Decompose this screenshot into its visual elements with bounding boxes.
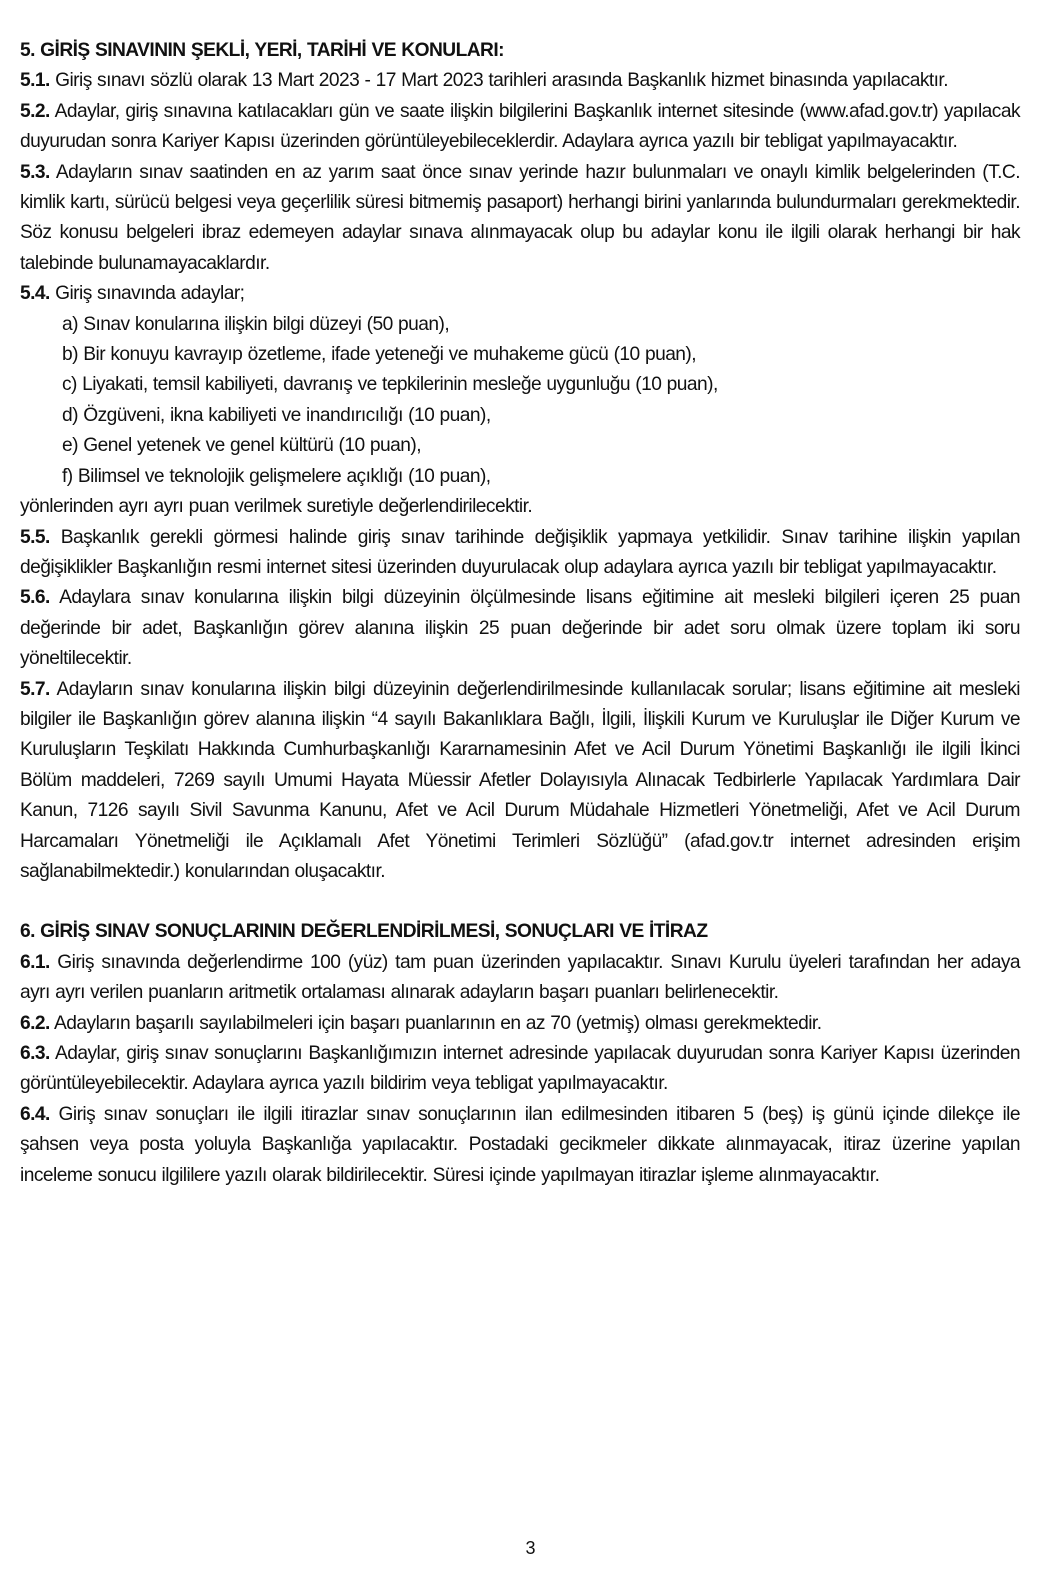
paragraph-6-2 [20,1009,1020,1039]
paragraph-text: Giriş sınavında değerlendirme 100 (yüz) tam puan üzerinden yapılacaktır. Sınavı Kurulu üyeleri tarafından her adaya ayrı ayrı verilen puanların aritmetik ortalaması alınarak adayların başarı puanları belirlenecektir. [20,951,1020,1004]
paragraph-5-6 [20,583,1020,674]
paragraph-5-3 [20,158,1020,280]
paragraph-text: Giriş sınavında adaylar; [49,283,245,305]
paragraph-number: 5.1. [20,70,50,92]
paragraph-text: Giriş sınav sonuçları ile ilgili itirazlar sınav sonuçlarının ilan edilmesinden itibaren 5 (beş) iş günü içinde dilekçe ile şahsen veya posta yoluyla Başkanlığa yapılacaktır. Postadaki gecikmeler dikkate alınmayacak, itiraz üzerine yapılan inceleme sonucu ilgililere yazılı olarak bildirilecektir. Süresi içinde yapılmayan itirazlar işleme alınmayacaktır. [20,1103,1020,1186]
criteria-item: a) Sınav konularına ilişkin bilgi düzeyi (50 puan), [62,313,450,335]
section-6-heading: 6. GİRİŞ SINAV SONUÇLARININ DEĞERLENDİRİLMESİ, SONUÇLARI VE İTİRAZ [20,921,708,943]
criteria-item: e) Genel yetenek ve genel kültürü (10 puan), [62,435,422,457]
paragraph-text: Adayların sınav saatinden en az yarım saat önce sınav yerinde hazır bulunmaları ve onaylı kimlik belgelerinden (T.C. kimlik kartı, sürücü belgesi veya geçerlilik süresi bitmemiş pasaport) herhangi birini yanlarında bulundurmaları gerekmektedir. Söz konusu belgeleri ibraz edemeyen adaylar sınava alınmayacak olup bu adaylar konu ile ilgili olarak herhangi bir hak talebinde bulunamayacaklardır. [20,161,1020,274]
paragraph-6-4 [20,1100,1020,1191]
paragraph-6-3 [20,1039,1020,1100]
paragraph-5-2 [20,97,1020,158]
paragraph-5-4 [20,279,1020,309]
criteria-item: c) Liyakati, temsil kabiliyeti, davranış ve tepkilerinin mesleğe uygunluğu (10 puan), [62,374,718,396]
paragraph-number: 5.4. [20,283,50,305]
paragraph-number: 5.6. [20,587,50,609]
paragraph-text: Giriş sınavı sözlü olarak 13 Mart 2023 - 17 Mart 2023 tarihleri arasında Başkanlık hizmet binasında yapılacaktır. [49,70,948,92]
section-5-heading: 5. GİRİŞ SINAVININ ŞEKLİ, YERİ, TARİHİ VE KONULARI: [20,40,504,61]
criteria-item: b) Bir konuyu kavrayıp özetleme, ifade yeteneği ve muhakeme gücü (10 puan), [62,344,697,366]
paragraph-number: 6.1. [20,951,50,973]
section-spacer [20,887,1020,917]
paragraph-number: 5.5. [20,526,50,548]
paragraph-number: 5.2. [20,100,50,122]
paragraph-text: Adaylar, giriş sınavına katılacakları gün ve saate ilişkin bilgilerini Başkanlık internet sitesinde (www.afad.gov.tr) yapılacak duyurudan sonra Kariyer Kapısı üzerinden görüntüleyebileceklerdir. Adaylara ayrıca yazılı bir tebligat yapılmayacaktır. [20,100,1020,153]
criteria-item: d) Özgüveni, ikna kabiliyeti ve inandırıcılığı (10 puan), [62,404,491,426]
criteria-closing: yönlerinden ayrı ayrı puan verilmek suretiyle değerlendirilecektir. [20,496,533,518]
criteria-list [20,310,1020,492]
paragraph-text: Adaylara sınav konularına ilişkin bilgi düzeyinin ölçülmesinde lisans eğitimine ait mesleki bilgileri içeren 25 puan değerinde bir adet, Başkanlığın görev alanına ilişkin 25 puan değerinde bir adet soru olmak üzere toplam iki soru yöneltilecektir. [20,587,1020,670]
paragraph-number: 6.2. [20,1012,50,1034]
paragraph-number: 6.3. [20,1043,50,1064]
paragraph-6-1 [20,948,1020,1009]
document-page [20,36,1020,1191]
paragraph-number: 5.7. [20,678,50,700]
paragraph-number: 5.3. [20,161,50,183]
paragraph-text: Adayların başarılı sayılabilmeleri için başarı puanlarının en az 70 (yetmiş) olması gerekmektedir. [49,1012,822,1034]
page-number: 3 [525,1538,536,1558]
paragraph-5-7 [20,675,1020,888]
paragraph-5-1 [20,66,1020,96]
paragraph-number: 6.4. [20,1103,50,1125]
paragraph-text: Başkanlık gerekli görmesi halinde giriş sınav tarihinde değişiklik yapmaya yetkilidir. Sınav tarihine ilişkin yapılan değişiklikler Başkanlığın resmi internet sitesi üzerinden duyurulacak olup adaylara ayrıca yazılı bir tebligat yapılmayacaktır. [20,526,1020,578]
paragraph-5-5 [20,523,1020,584]
paragraph-text: Adaylar, giriş sınav sonuçlarını Başkanlığımızın internet adresinde yapılacak duyurudan sonra Kariyer Kapısı üzerinden görüntüleyebilecektir. Adaylara ayrıca yazılı bildirim veya tebligat yapılmayacaktır. [20,1043,1020,1095]
paragraph-text: Adayların sınav konularına ilişkin bilgi düzeyinin değerlendirilmesinde kullanılacak sorular; lisans eğitimine ait mesleki bilgiler ile Başkanlığın görev alanına ilişkin “4 sayılı Bakanlıklara Bağlı, İlgili, İlişkili Kurum ve Kuruluşlar ile Diğer Kurum ve Kuruluşların Teşkilatı Hakkında Cumhurbaşkanlığı Kararnamesinin Afet ve Acil Durum Yönetimi Başkanlığı ile ilgili İkinci Bölüm maddeleri, 7269 sayılı Umumi Hayata Müessir Afetler Dolayısıyla Alınacak Tedbirlerle Yapılacak Yardımlara Dair Kanun, 7126 sayılı Sivil Savunma Kanunu, Afet ve Acil Durum Müdahale Hizmetleri Yönetmeliği, Afet ve Acil Durum Harcamaları Yönetmeliği ile Açıklamalı Afet Yönetimi Terimleri Sözlüğü” (afad.gov.tr internet adresinden erişim sağlanabilmektedir.) konularından oluşacaktır. [20,678,1020,882]
criteria-item: f) Bilimsel ve teknolojik gelişmelere açıklığı (10 puan), [62,465,491,487]
